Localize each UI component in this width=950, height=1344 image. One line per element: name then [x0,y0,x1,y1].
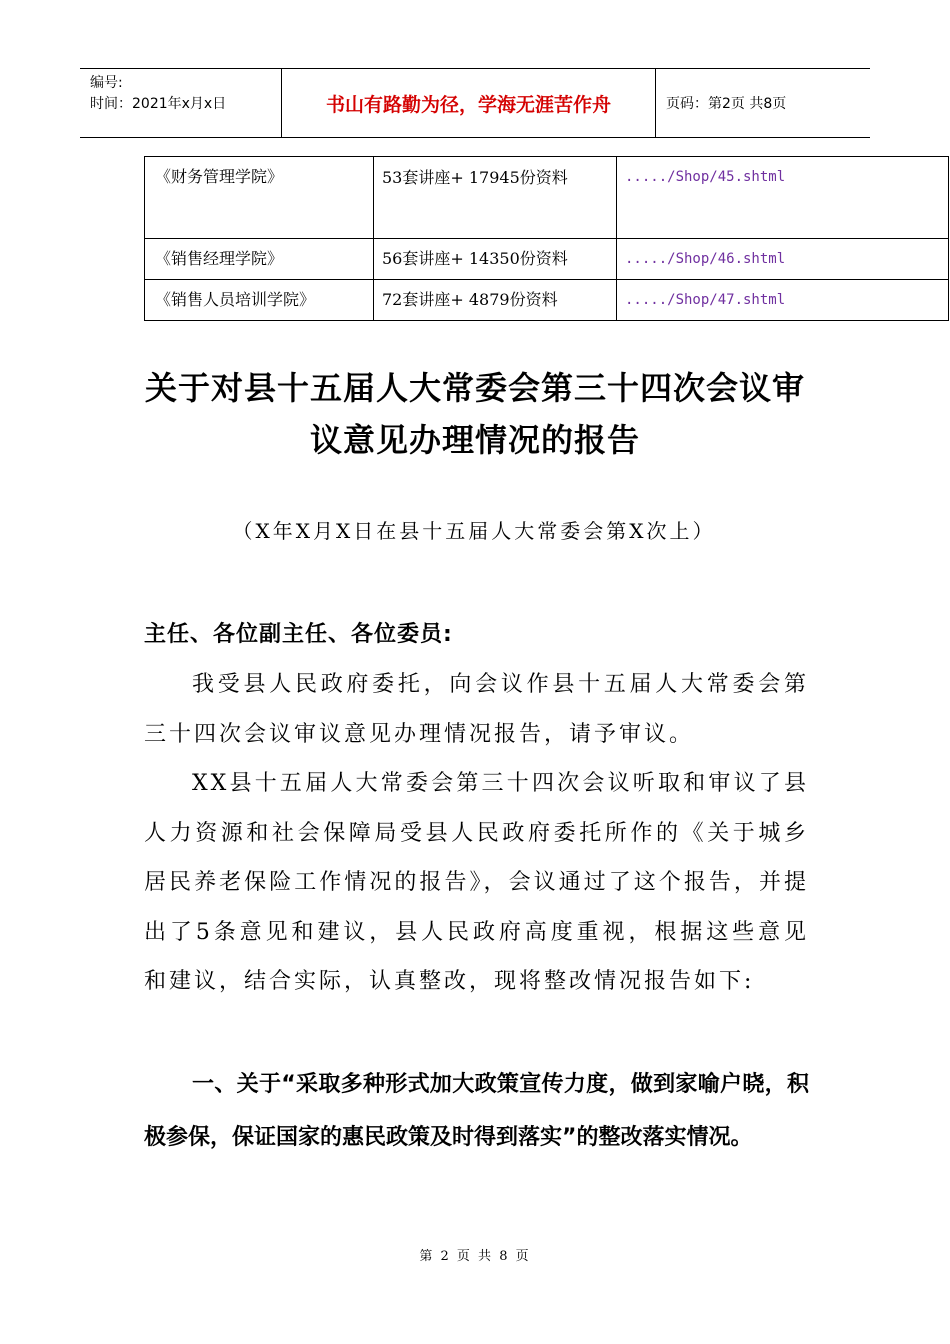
table-row [145,239,949,280]
table-row [145,280,949,321]
resource-name: 《销售经理学院》 [145,239,374,280]
page-footer: 第 2 页 共 8 页 [419,1249,531,1264]
paragraph: 我受县人民政府委托，向会议作县十五届人大常委会第三十四次会议审议意见办理情况报告，请予审议。 [144,672,809,747]
resource-link[interactable]: ...../Shop/46.shtml [617,239,949,280]
document-header [80,68,870,138]
salutation: 主任、各位副主任、各位委员: [144,622,453,647]
header-page-info: 页码：第2页 共8页 [666,96,787,112]
resource-count: 56套讲座+ 14350份资料 [374,239,617,280]
table-row [145,157,949,239]
resource-count: 72套讲座+ 4879份资料 [374,280,617,321]
time-label: 时间：2021年x月x日 [90,96,227,112]
document-subtitle: （X年X月X日在县十五届人大常委会第X次上） [232,519,716,543]
header-meta [80,69,282,137]
number-label: 编号: [90,75,123,91]
resource-name: 《销售人员培训学院》 [145,280,374,321]
resource-link[interactable]: ...../Shop/47.shtml [617,280,949,321]
paragraph: XX县十五届人大常委会第三十四次会议听取和审议了县人力资源和社会保障局受县人民政府委托所作的《关于城乡居民养老保险工作情况的报告》，会议通过了这个报告，并提出了5条意见和建议，县人民政府高度重视，根据这些意见和建议，结合实际，认真整改，现将整改情况报告如下: [144,771,809,994]
document-title: 关于对县十五届人大常委会第三十四次会议审议意见办理情况的报告 [144,369,805,459]
section-heading: 一、关于“采取多种形式加大政策宣传力度，做到家喻户晓，积极参保，保证国家的惠民政策及时得到落实”的整改落实情况。 [144,1072,809,1150]
resource-count: 53套讲座+ 17945份资料 [374,157,617,239]
resource-table [144,156,949,321]
body-text [144,660,809,1007]
header-motto: 书山有路勤为径，学海无涯苦作舟 [282,69,656,137]
resource-name: 《财务管理学院》 [145,157,374,239]
resource-link[interactable]: ...../Shop/45.shtml [617,157,949,239]
